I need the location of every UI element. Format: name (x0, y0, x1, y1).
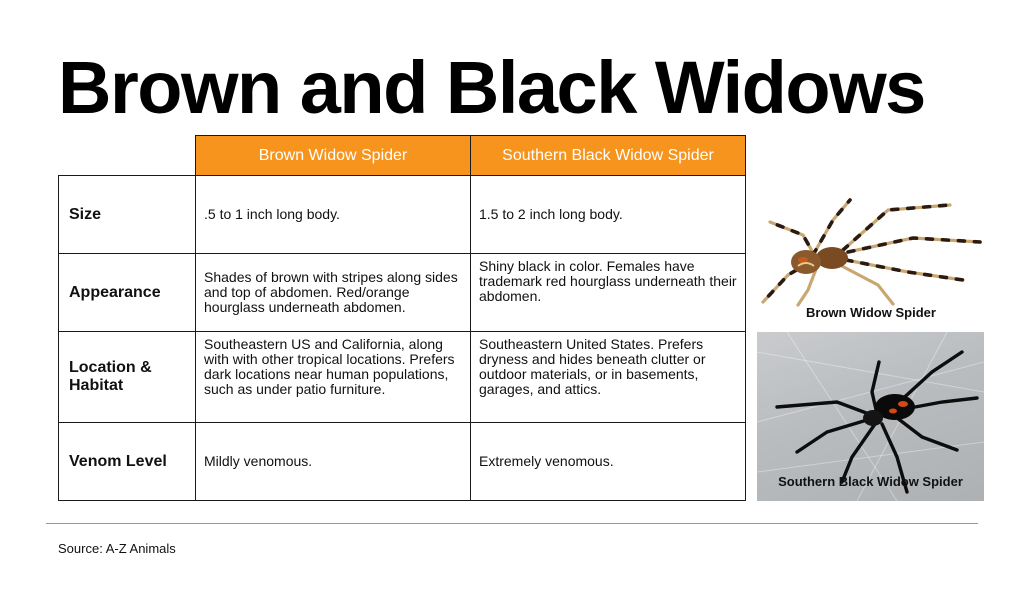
cell-brown-location: Southeastern US and California, along with with other tropical locations. Prefers dark locations near human populations, such as under patio furniture. (196, 332, 471, 423)
cell-black-size: 1.5 to 2 inch long body. (471, 176, 746, 254)
column-header-black-widow: Southern Black Widow Spider (471, 136, 746, 176)
column-header-brown-widow: Brown Widow Spider (196, 136, 471, 176)
cell-black-appearance: Shiny black in color. Females have trademark red hourglass underneath their abdomen. (471, 254, 746, 332)
cell-brown-appearance: Shades of brown with stripes along sides and top of abdomen. Red/orange hourglass underneath abdomen. (196, 254, 471, 332)
table-row (59, 254, 746, 332)
cell-brown-venom: Mildly venomous. (196, 423, 471, 501)
cell-brown-size: .5 to 1 inch long body. (196, 176, 471, 254)
brown-widow-spider-icon (758, 180, 988, 308)
comparison-table (58, 135, 746, 501)
page-title: Brown and Black Widows (58, 46, 925, 129)
black-widow-caption: Southern Black Widow Spider (778, 474, 963, 489)
row-label-venom-level: Venom Level (59, 423, 196, 501)
brown-widow-photo (758, 180, 988, 308)
source-credit: Source: A-Z Animals (58, 541, 176, 556)
table-row (59, 332, 746, 423)
row-label-location-habitat: Location & Habitat (59, 332, 196, 423)
brown-widow-caption: Brown Widow Spider (806, 305, 936, 320)
footer-divider (46, 523, 978, 524)
row-label-appearance: Appearance (59, 254, 196, 332)
table-row (59, 423, 746, 501)
table-row (59, 176, 746, 254)
cell-black-venom: Extremely venomous. (471, 423, 746, 501)
cell-black-location: Southeastern United States. Prefers dryness and hides beneath clutter or outdoor materials, or in basements, garages, and attics. (471, 332, 746, 423)
row-label-size: Size (59, 176, 196, 254)
table-corner (59, 136, 196, 176)
